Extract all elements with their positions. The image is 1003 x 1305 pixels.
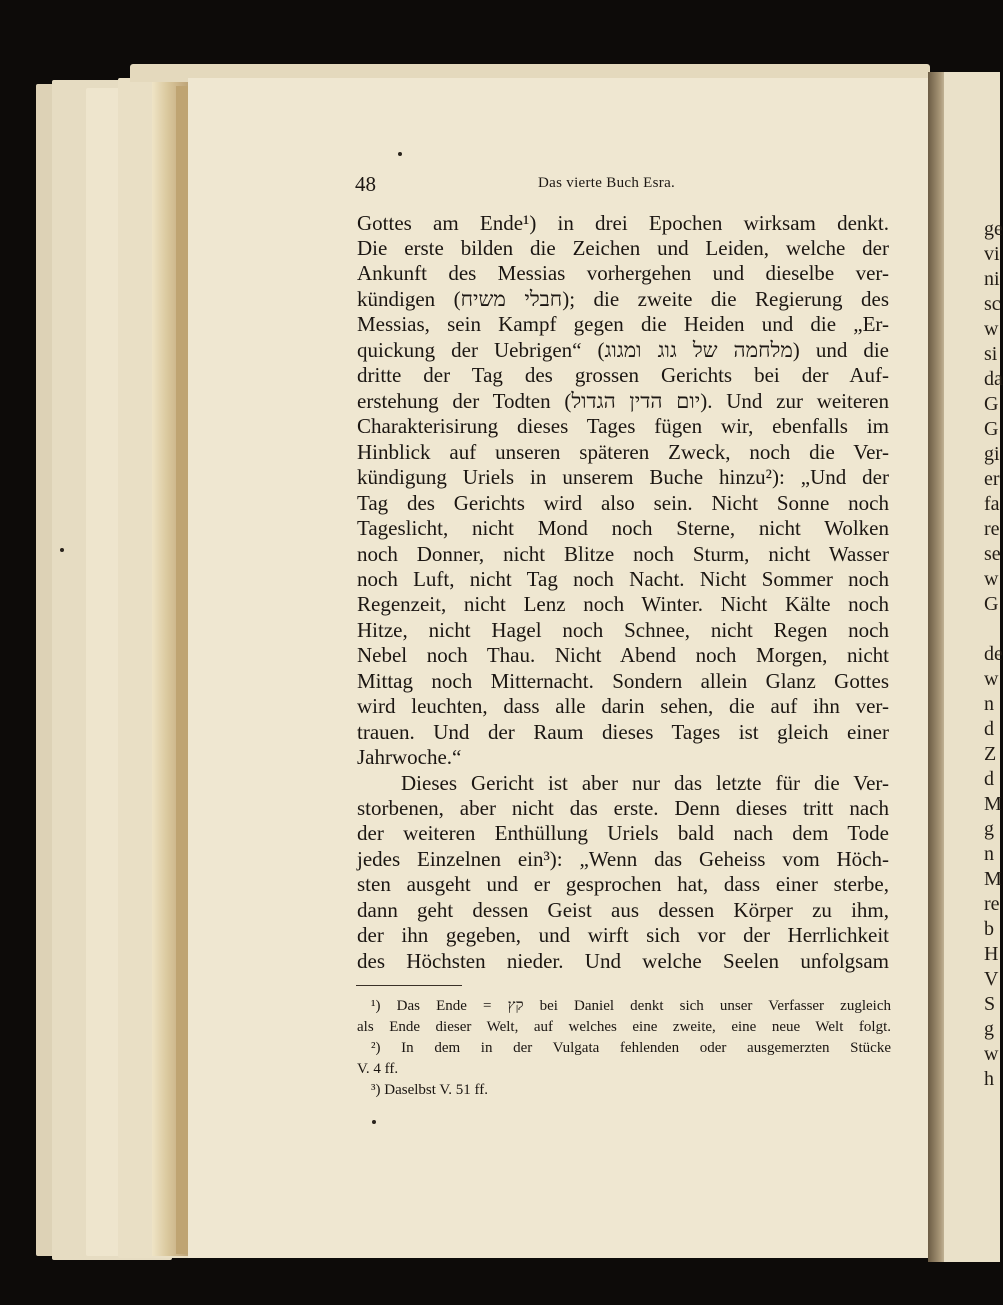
text-line: quickung der Uebrigen“ (מלחמה של גוג ומגוג) und die [357,338,889,362]
text-line: Dieses Gericht ist aber nur das letzte für die Ver- [401,771,889,795]
text-line: Hitze, nicht Hagel noch Schnee, nicht Regen noch [357,618,889,642]
text-line: Messias, sein Kampf gegen die Heiden und die „Er- [357,312,889,336]
text-line: der ihn gegeben, und wirft sich vor der Herrlichkeit [357,923,889,947]
ink-speck [398,152,402,156]
text-line: trauen. Und der Raum dieses Tages ist gleich einer [357,720,889,744]
text-line: kündigung Uriels in unserem Buche hinzu²): „Und der [357,465,889,489]
facing-page-fragment: de [984,643,1003,665]
facing-page-fragment: gi [984,443,1000,465]
facing-page-fragment: M [984,868,1002,890]
text-line: Die erste bilden die Zeichen und Leiden, welche der [357,236,889,260]
facing-page-fragment: er [984,468,1000,490]
text-line: Tageslicht, nicht Mond noch Sterne, nicht Wolken [357,516,889,540]
facing-page-fragment: h [984,1068,994,1090]
facing-page-fragment: G [984,593,999,615]
footnote-line: ²) In dem in der Vulgata fehlenden oder ausgemerzten Stücke [371,1040,891,1056]
facing-page-fragment: w [984,1043,999,1065]
facing-page-fragment: G [984,418,999,440]
text-line: Jahrwoche.“ [357,745,462,769]
facing-page-fragment: M [984,793,1002,815]
text-line: erstehung der Todten (יום הדין הגדול). Und zur weiteren [357,389,889,413]
page-number: 48 [355,172,376,196]
facing-page-fragment: b [984,918,994,940]
facing-page-fragment: w [984,568,999,590]
facing-page-fragment: d [984,768,994,790]
facing-page [944,72,1003,1262]
text-line: des Höchsten nieder. Und welche Seelen unfolgsam [357,949,889,973]
text-line: dann geht dessen Geist aus dessen Körper zu ihm, [357,898,889,922]
text-line: noch Luft, nicht Tag noch Nacht. Nicht Sommer noch [357,567,889,591]
footnote-line: V. 4 ff. [357,1061,399,1077]
text-line: noch Donner, nicht Blitze noch Sturm, nicht Wasser [357,542,889,566]
text-line: wird leuchten, dass alle darin sehen, die auf ihn ver- [357,694,889,718]
text-line: sten ausgeht und er gesprochen hat, dass einer sterbe, [357,872,889,896]
facing-page-fragment: re [984,518,1000,540]
facing-page-fragment: V [984,968,999,990]
text-line: Ankunft des Messias vorhergehen und dieselbe ver- [357,261,889,285]
facing-page-fragment: g [984,1018,994,1040]
facing-page-fragment: si [984,343,998,365]
text-line: Hinblick auf unseren späteren Zweck, noch die Ver- [357,440,889,464]
text-line: der weiteren Enthüllung Uriels bald nach dem Tode [357,821,889,845]
facing-page-fragment: S [984,993,996,1015]
footnote-line: als Ende dieser Welt, auf welches eine zweite, eine neue Welt folgt. [357,1019,891,1035]
footnote-rule [356,985,462,986]
facing-page-fragment: re [984,893,1000,915]
text-line: kündigen (חבלי משיח); die zweite die Regierung des [357,287,889,311]
text-line: jedes Einzelnen ein³): „Wenn das Geheiss vom Höch- [357,847,889,871]
text-line: Mittag noch Mitternacht. Sondern allein Glanz Gottes [357,669,889,693]
text-line: Charakterisirung dieses Tages fügen wir, ebenfalls im [357,414,889,438]
facing-page-fragment: da [984,368,1003,390]
text-line: Tag des Gerichts wird also sein. Nicht Sonne noch [357,491,889,515]
facing-page-fragment: sc [984,293,1001,315]
facing-page-fragment: ni [984,268,1000,290]
footnote-line: ¹) Das Ende = קץ bei Daniel denkt sich unser Verfasser zugleich [371,998,891,1014]
facing-page-fragment: ge [984,218,1003,240]
facing-page-fragment: vi [984,243,1000,265]
facing-page-fragment: n [984,843,994,865]
text-line: Regenzeit, nicht Lenz noch Winter. Nicht Kälte noch [357,592,889,616]
text-line: Gottes am Ende¹) in drei Epochen wirksam denkt. [357,211,889,235]
ink-speck [60,548,64,552]
footnote-line: ³) Daselbst V. 51 ff. [371,1082,488,1098]
facing-page-fragment: g [984,818,994,840]
facing-page-fragment: Z [984,743,997,765]
running-head: Das vierte Buch Esra. [538,175,676,191]
facing-page-fragment: n [984,693,994,715]
facing-page-fragment: d [984,718,994,740]
facing-page-fragment: fa [984,493,1000,515]
text-line: Nebel noch Thau. Nicht Abend noch Morgen, nicht [357,643,889,667]
facing-page-fragment: H [984,943,999,965]
text-line: storbenen, aber nicht das erste. Denn dieses tritt nach [357,796,889,820]
book-spine [176,86,188,1254]
facing-page-fragment: G [984,393,999,415]
facing-page-fragment: w [984,318,999,340]
facing-page-fragment: w [984,668,999,690]
facing-page-fragment: se [984,543,1001,565]
ink-speck [372,1120,376,1124]
text-line: dritte der Tag des grossen Gerichts bei der Auf- [357,363,889,387]
